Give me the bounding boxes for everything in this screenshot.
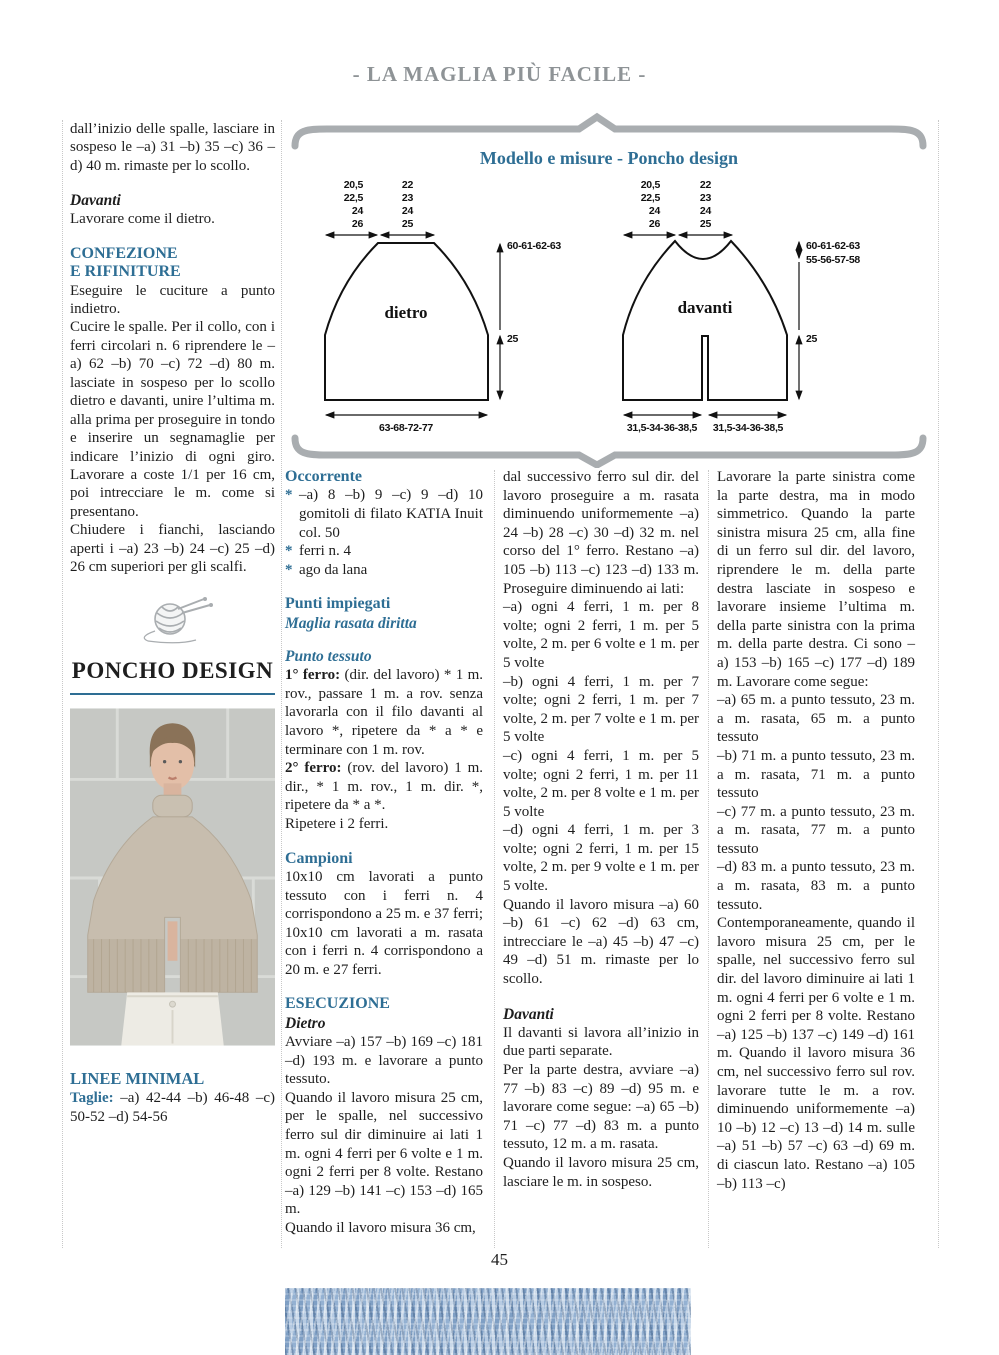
svg-text:63-68-72-77: 63-68-72-77: [379, 422, 433, 434]
svg-text:55-56-57-58: 55-56-57-58: [806, 254, 860, 266]
svg-text:31,5-34-36-38,5: 31,5-34-36-38,5: [626, 422, 698, 434]
bottom-brace: [295, 438, 923, 465]
svg-text:22,5: 22,5: [640, 192, 660, 204]
svg-text:20,5: 20,5: [640, 179, 660, 191]
paragraph: –c) 77 m. a punto tessuto, 23 m. a m. rasata, 77 m. a punto tessuto: [717, 803, 915, 857]
paragraph: Avviare –a) 157 –b) 169 –c) 181 –d) 193 m. e lavorare a punto tessuto.: [285, 1034, 483, 1088]
occorrente-heading: Occorrente: [285, 468, 362, 485]
knit-texture-image: [285, 1288, 691, 1355]
paragraph: –b) 71 m. a punto tessuto, 23 m. a m. rasata, 71 m. a punto tessuto: [717, 747, 915, 802]
paragraph: –a) ogni 4 ferri, 1 m. per 8 volte; ogni 2 ferri, 1 m. per 5 volte, 2 m. per 6 volte e 1 m. per 5 volte: [503, 599, 699, 671]
dietro-schematic: [325, 179, 561, 434]
paragraph: Cucire le spalle. Per il collo, con i ferri circolari n. 6 riprendere le –a) 62 –b) 70 –c) 72 –d) 80 m. lasciate in sospeso per lo scollo dietro e davanti, unire l’ultima m. alla prima per proseguire in tondo e inserire un segnamaglie per indicare l’inizio di ogni giro. Lavorare a coste 1/1 per 16 cm, poi intrecciare le m. come si presentano.: [70, 319, 275, 520]
svg-text:23: 23: [699, 192, 711, 204]
paragraph: Contemporaneamente, quando il lavoro misura 25 cm, per le spalle, nel successivo ferro sul dir. del lavoro diminuire ai lati 1 m. ogni 4 ferri per 6 volte e 1 m. ogni 2 ferri per 8 volte. Restano –a) 125 –b) 137 –c) 149 –d) 161 m. Quando il lavoro misura 36 cm, nel successivo ferro sul rov. lavorare tutte le m. a rov. diminuendo uniformemente –a) 10 –b) 12 –c) 13 –d) 14 m. sulle –a) 51 –b) 57 –c) 63 –d) 69 m. di ciascun lato. Restano –a) 105 –b) 113 –c): [717, 915, 915, 1192]
text-column-4: [717, 468, 915, 1193]
linee-minimal-heading: LINEE MINIMAL: [70, 1068, 205, 1088]
svg-text:25: 25: [806, 333, 818, 345]
paragraph: Eseguire le cuciture a punto indietro.: [70, 282, 275, 318]
svg-text:dietro: dietro: [384, 303, 428, 322]
paragraph: –c) ogni 4 ferri, 1 m. per 5 volte; ogni 2 ferri, 1 m. per 11 volte, 2 m. per 8 volte e 1 m. per 5 volte: [503, 747, 699, 820]
davanti-subheading: Davanti: [70, 192, 121, 210]
svg-text:25: 25: [507, 333, 519, 345]
svg-text:24: 24: [401, 205, 413, 217]
esecuzione-heading: ESECUZIONE: [285, 995, 390, 1013]
asterisk-bullet: *: [285, 487, 293, 504]
svg-text:24: 24: [648, 205, 660, 217]
davanti-subheading: Davanti: [503, 1005, 554, 1023]
paragraph: –d) ogni 4 ferri, 1 m. per 3 volte; ogni 2 ferri, 1 m. per 15 volte, 2 m. per 9 volte e 1 m. per 5 volte.: [503, 822, 699, 895]
sizes-line: Taglie: –a) 42-44 –b) 46-48 –c) 50-52 –d) 54-56: [70, 1090, 276, 1125]
paragraph: Quando il lavoro misura –a) 60 –b) 61 –c) 62 –d) 63 cm, intrecciare le –a) 45 –b) 47 –c) 49 –d) 51 m. rimaste per lo scollo.: [503, 896, 699, 988]
column-separator: [62, 120, 63, 1248]
paragraph: Quando il lavoro misura 25 cm, per le spalle, nel successivo ferro sul dir diminuire ai lati 1 m. ogni 4 ferri per 6 volte e 1 m. ogni 2 ferri per 8 volte. Restano –a) 129 –b) 141 –c) 153 –d) 165 m.: [285, 1089, 483, 1218]
svg-text:60-61-62-63: 60-61-62-63: [507, 240, 561, 252]
text-column-2: [285, 468, 483, 1238]
svg-text:25: 25: [401, 218, 413, 230]
svg-text:davanti: davanti: [677, 298, 733, 317]
column-separator: [494, 470, 495, 1248]
paragraph: –a) 65 m. a punto tessuto, 23 m. a m. rasata, 65 m. a punto tessuto: [717, 692, 915, 746]
punti-impiegati-heading: Punti impiegati: [285, 595, 391, 613]
column-separator: [708, 470, 709, 1248]
page-header: - LA MAGLIA PIÙ FACILE -: [352, 62, 647, 86]
svg-text:22: 22: [401, 179, 413, 191]
davanti-schematic: [623, 179, 860, 434]
campioni-heading: Campioni: [285, 849, 353, 867]
paragraph: –d) 83 m. a punto tessuto, 23 m. a m. rasata, 83 m. a punto tessuto.: [717, 859, 915, 913]
top-brace: [295, 117, 923, 146]
diagram-title: Modello e misure - Poncho design: [479, 148, 739, 168]
dietro-subheading: Dietro: [285, 1014, 326, 1032]
paragraph: 2° ferro: (rov. del lavoro) 1 m. dir., * 1 m. rov., 1 m. dir. *, ripetere da * a *.: [285, 760, 483, 814]
svg-text:22,5: 22,5: [343, 192, 363, 204]
paragraph: Ripetere i 2 ferri.: [285, 815, 389, 832]
paragraph: –b) ogni 4 ferri, 1 m. per 7 volte; ogni 2 ferri, 1 m. per 7 volte, 2 m. per 7 volte e 1 m. per 5 volte: [503, 673, 699, 746]
asterisk-bullet: *: [285, 561, 293, 578]
list-item: * –a) 8 –b) 9 –c) 9 –d) 10 gomitoli di filato KATIA Inuit col. 50: [285, 487, 483, 541]
paragraph: dall’inizio delle spalle, lasciare in sospeso le –a) 31 –b) 35 –c) 36 –d) 40 m. rimaste per lo scollo.: [70, 121, 275, 174]
svg-text:20,5: 20,5: [343, 179, 363, 191]
svg-text:60-61-62-63: 60-61-62-63: [806, 240, 860, 252]
svg-text:31,5-34-36-38,5: 31,5-34-36-38,5: [712, 422, 784, 434]
svg-text:24: 24: [351, 205, 363, 217]
paragraph: 1° ferro: (dir. del lavoro) * 1 m. rov., passare 1 m. a rov. senza lavorarla con il filo davanti al lavoro *, ripetere da * a * e terminare con 1 m. rov.: [285, 667, 484, 758]
text-column-3: [503, 468, 699, 1191]
svg-text:24: 24: [699, 205, 711, 217]
paragraph: Lavorare la parte sinistra come la parte destra, ma in modo simmetrico. Quando la parte sinistra misura 25 cm, alla fine di un ferro sul dir. del lavoro, riprendere le m. della parte destra lasciate in sospeso e lavorare insieme l’ultima m. della parte sinistra con la prima m. della parte destra. Ci sono –a) 153 –b) 165 –c) 177 –d) 189 m. Lavorare come segue:: [717, 469, 915, 690]
model-photo: [70, 707, 275, 1047]
article-title: PONCHO DESIGN: [70, 657, 275, 695]
list-item: * ago da lana: [285, 561, 368, 578]
list-item: * ferri n. 4: [285, 543, 352, 560]
davanti-shape: [623, 241, 787, 400]
svg-text:25: 25: [699, 218, 711, 230]
paragraph: dal successivo ferro sul dir. del lavoro proseguire a m. rasata diminuendo uniformemente –a) 24 –b) 28 –c) 30 –d) 32 m. nel corso del 1° ferro. Restano –a) 105 –b) 113 –c) 123 –d) 133 m. Proseguire diminuendo ai lati:: [503, 469, 699, 597]
left-column: [70, 120, 275, 1126]
paragraph: Lavorare come il dietro.: [70, 211, 215, 228]
paragraph: Il davanti si lavora all’inizio in due parti separate.: [503, 1024, 699, 1060]
confezione-heading: CONFEZIONE E RIFINITURE: [70, 244, 181, 281]
column-separator: [281, 120, 282, 1248]
svg-text:26: 26: [351, 218, 363, 230]
column-separator: [938, 120, 939, 1248]
paragraph: Quando il lavoro misura 36 cm,: [285, 1220, 476, 1237]
asterisk-bullet: *: [285, 543, 293, 560]
schematic-panel: [285, 108, 933, 468]
paragraph: 10x10 cm lavorati a punto tessuto con i ferri n. 4 corrispondono a 25 m. e 37 ferri; 10x10 cm lavorati a m. rasata con i ferri n. 4 corrispondono a 20 m. e 27 ferri.: [285, 868, 483, 978]
punto-tessuto-heading: Punto tessuto: [285, 647, 372, 665]
yarn-ball-icon: [118, 595, 228, 647]
paragraph: Per la parte destra, avviare –a) 77 –b) 83 –c) 89 –d) 95 m. e lavorare come segue: –a) 65 –b) 71 –c) 77 –d) 83 m. a punto tessuto, 12 m. a m. rasata.: [503, 1062, 699, 1153]
svg-text:22: 22: [699, 179, 711, 191]
page-number: 45: [491, 1250, 508, 1269]
svg-text:23: 23: [401, 192, 413, 204]
paragraph: Quando il lavoro misura 25 cm, lasciare le m. in sospeso.: [503, 1155, 699, 1190]
paragraph: Chiudere i fianchi, lasciando aperti i –a) 23 –b) 24 –c) 25 –d) 26 cm superiori per gli scalfi.: [70, 522, 275, 576]
punti-sub: Maglia rasata diritta: [285, 614, 417, 632]
svg-text:26: 26: [648, 218, 660, 230]
